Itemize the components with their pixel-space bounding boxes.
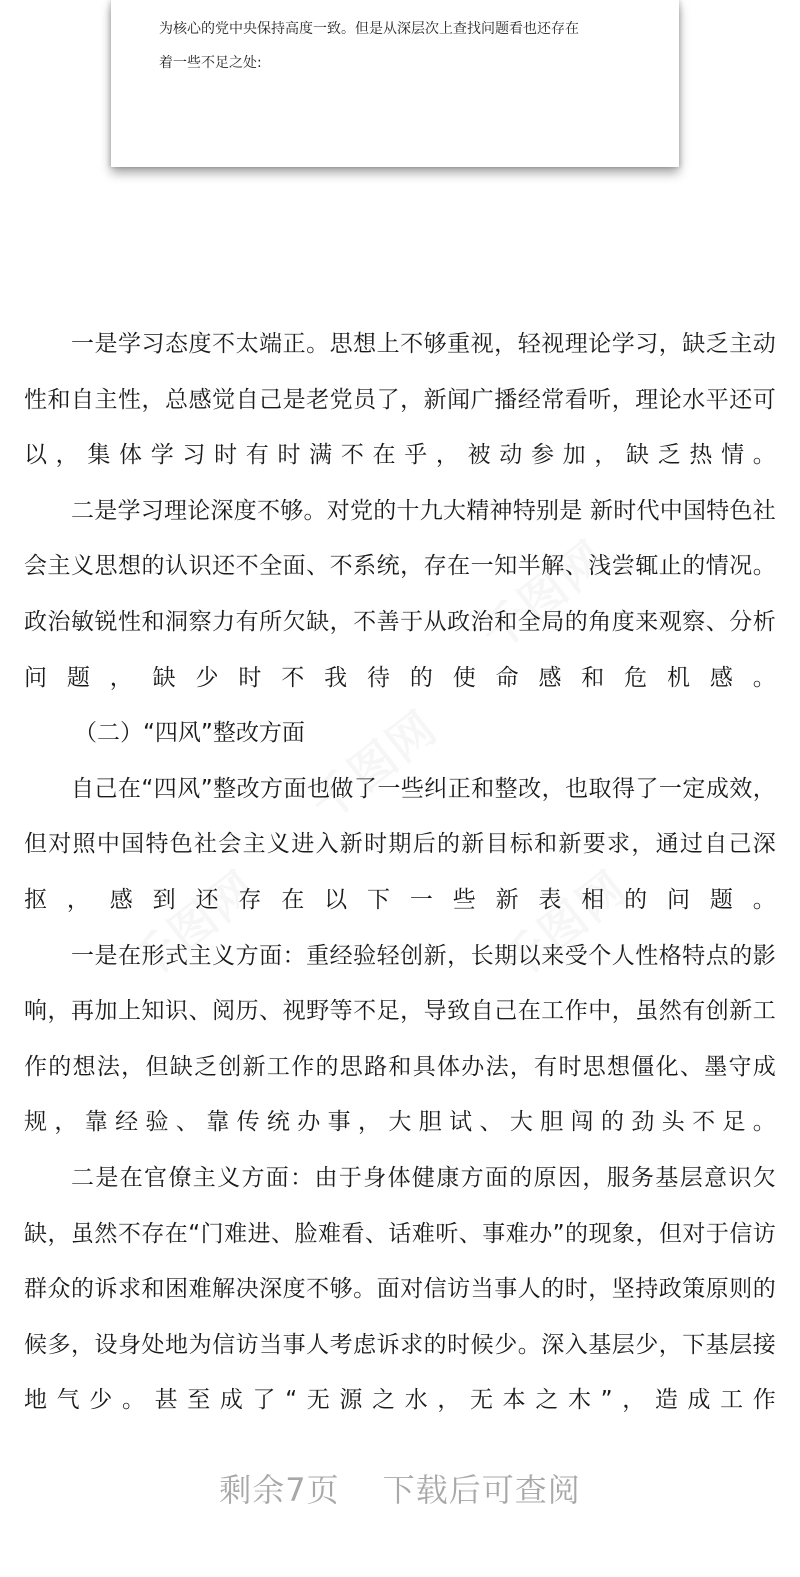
section-heading: （二）“四风”整改方面 xyxy=(74,720,305,747)
preview-line: 着一些不足之处: xyxy=(159,55,262,71)
paragraph: 一是学习态度不太端正。思想上不够重视，轻视理论学习，缺乏主动性和自主性，总感觉自己是老党员了，新闻广播经常看听，理论水平还可以，集体学习时有时满不在乎，被动参加，缺乏热情。 xyxy=(24,331,776,469)
previous-page-preview xyxy=(111,0,679,167)
preview-line: 为核心的党中央保持高度一致。但是从深层次上查找问题看也还存在 xyxy=(159,21,579,37)
document-body xyxy=(24,317,776,1429)
paragraph: 一是在形式主义方面：重经验轻创新，长期以来受个人性格特点的影响，再加上知识、阅历、视野等不足，导致自己在工作中，虽然有创新工作的想法，但缺乏创新工作的思路和具体办法，有时思想僵化、墨守成规，靠经验、靠传统办事，大胆试、大胆闯的劲头不足。 xyxy=(24,942,776,1136)
download-to-view-label[interactable]: 下载后可查阅 xyxy=(382,1471,581,1509)
paragraph: 自己在“四风”整改方面也做了一些纠正和整改，也取得了一定成效，但对照中国特色社会主义进入新时期后的新目标和新要求，通过自己深抠，感到还存在以下一些新表相的问题。 xyxy=(24,775,776,913)
paragraph: 二是学习理论深度不够。对党的十九大精神特别是 新时代中国特色社会主义思想的认识还不全面、不系统，存在一知半解、浅尝辄止的情况。政治敏锐性和洞察力有所欠缺，不善于从政治和全局的角度来观察、分析问题，缺少时不我待的使命感和危机感。 xyxy=(24,497,776,691)
paragraph: 二是在官僚主义方面：由于身体健康方面的原因，服务基层意识欠缺，虽然不存在“门难进、脸难看、话难听、事难办”的现象，但对于信访群众的诉求和困难解决深度不够。面对信访当事人的时，坚持政策原则的候多，设身处地为信访当事人考虑诉求的时候少。深入基层少，下基层接地气少。甚至成了“无源之水，无本之木”，造成工作 xyxy=(24,1164,776,1414)
download-prompt[interactable] xyxy=(0,1465,800,1511)
preview-text xyxy=(159,12,659,80)
remaining-pages-label: 剩余7页 xyxy=(219,1471,340,1509)
